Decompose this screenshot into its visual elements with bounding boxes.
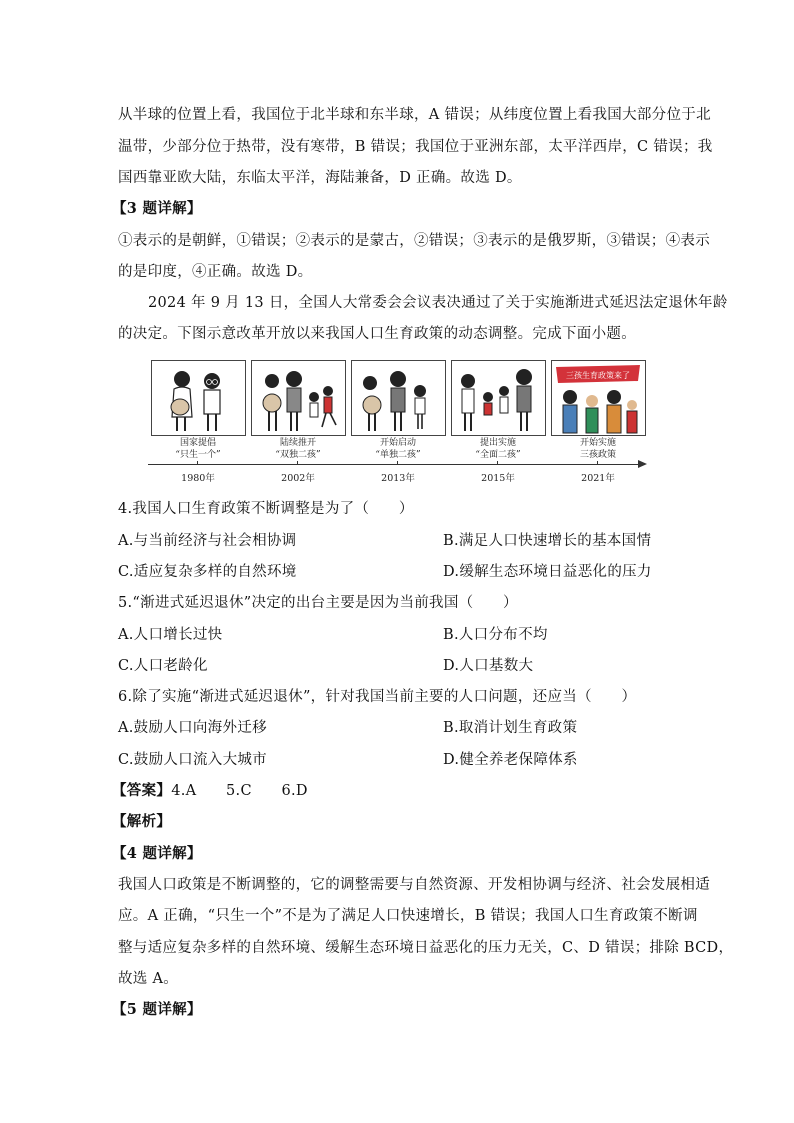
paragraph-line: 的是印度，④正确。故选 D。 bbox=[118, 264, 313, 280]
timeline-tick bbox=[297, 461, 298, 465]
illustration-panel-2021 bbox=[551, 360, 646, 436]
section-heading-q4: 【4 题详解】 bbox=[112, 845, 202, 862]
timeline-year: 1980年 bbox=[181, 473, 215, 484]
family-two-children-illustration bbox=[252, 361, 345, 435]
caption-line: 开始实施 bbox=[579, 438, 616, 448]
policy-timeline-figure bbox=[148, 360, 648, 486]
paragraph-line: 故选 A。 bbox=[118, 971, 179, 987]
timeline-caption bbox=[348, 437, 448, 461]
timeline-year: 2013年 bbox=[381, 473, 415, 484]
illustration-panel-1980 bbox=[151, 360, 246, 436]
caption-line: 三孩政策 bbox=[579, 450, 616, 460]
paragraph-line: 国西靠亚欧大陆，东临太平洋，海陆兼备，D 正确。故选 D。 bbox=[118, 170, 522, 186]
timeline-caption bbox=[248, 437, 348, 461]
answer-text: 4.A 5.C 6.D bbox=[171, 783, 308, 799]
question-5-option-a: A.人口增长过快 bbox=[118, 627, 223, 643]
intro-line: 2024 年 9 月 13 日，全国人大常委会会议表决通过了关于实施渐进式延迟法定退休年龄 bbox=[148, 295, 728, 311]
banner-text: 三孩生育政策来了 bbox=[566, 371, 630, 380]
paragraph-line: ①表示的是朝鲜，①错误；②表示的是蒙古，②错误；③表示的是俄罗斯，③错误；④表示 bbox=[118, 233, 710, 249]
timeline-tick bbox=[197, 461, 198, 465]
question-5-stem: 5.“渐进式延迟退休”决定的出台主要是因为当前我国（ ） bbox=[118, 595, 518, 611]
question-4-option-a: A.与当前经济与社会相协调 bbox=[118, 533, 297, 549]
paragraph-line: 温带，少部分位于热带，没有寒带，B 错误；我国位于亚洲东部，太平洋西岸，C 错误；我 bbox=[118, 139, 713, 155]
question-4-option-d: D.缓解生态环境日益恶化的压力 bbox=[443, 564, 652, 580]
analysis-heading: 【解析】 bbox=[112, 813, 172, 830]
timeline-arrowhead bbox=[638, 460, 647, 468]
family-single-second-child-illustration bbox=[352, 361, 445, 435]
paragraph-line: 从半球的位置上看，我国位于北半球和东半球，A 错误；从纬度位置上看我国大部分位于北 bbox=[118, 107, 711, 123]
question-4-option-c: C.适应复杂多样的自然环境 bbox=[118, 564, 297, 580]
timeline-tick bbox=[597, 461, 598, 465]
question-5-option-b: B.人口分布不均 bbox=[443, 627, 548, 643]
caption-line: “全面二孩” bbox=[475, 450, 521, 460]
answer-label: 【答案】 bbox=[112, 782, 172, 799]
question-6-option-b: B.取消计划生育政策 bbox=[443, 720, 578, 736]
illustration-panel-2013 bbox=[351, 360, 446, 436]
illustration-panel-2015 bbox=[451, 360, 546, 436]
timeline-year: 2015年 bbox=[481, 473, 515, 484]
timeline-caption bbox=[548, 437, 648, 461]
family-one-child-illustration bbox=[152, 361, 245, 435]
question-6-stem: 6.除了实施“渐进式延迟退休”，针对我国当前主要的人口问题，还应当（ ） bbox=[118, 689, 637, 705]
answer-line bbox=[112, 779, 308, 800]
caption-line: 开始启动 bbox=[379, 438, 416, 448]
section-heading-q3: 【3 题详解】 bbox=[112, 200, 202, 217]
family-full-second-child-illustration bbox=[452, 361, 545, 435]
timeline-caption bbox=[448, 437, 548, 461]
caption-line: “只生一个” bbox=[175, 450, 221, 460]
paragraph-line: 应。A 正确，“只生一个”不是为了满足人口快速增长，B 错误；我国人口生育政策不断调 bbox=[118, 908, 698, 924]
timeline-tick bbox=[497, 461, 498, 465]
illustration-panel-2002 bbox=[251, 360, 346, 436]
timeline-caption bbox=[148, 437, 248, 461]
caption-line: 国家提倡 bbox=[179, 438, 216, 448]
intro-line: 的决定。下图示意改革开放以来我国人口生育政策的动态调整。完成下面小题。 bbox=[118, 326, 636, 342]
question-4-stem: 4.我国人口生育政策不断调整是为了（ ） bbox=[118, 501, 414, 517]
timeline-tick bbox=[397, 461, 398, 465]
question-4-option-b: B.满足人口快速增长的基本国情 bbox=[443, 533, 652, 549]
caption-line: 陆续推开 bbox=[279, 438, 316, 448]
question-6-option-a: A.鼓励人口向海外迁移 bbox=[118, 720, 267, 736]
paragraph-line: 我国人口政策是不断调整的，它的调整需要与自然资源、开发相协调与经济、社会发展相适 bbox=[118, 877, 710, 893]
timeline-year: 2021年 bbox=[581, 473, 615, 484]
caption-line: 提出实施 bbox=[479, 438, 516, 448]
question-5-option-c: C.人口老龄化 bbox=[118, 658, 208, 674]
timeline-year: 2002年 bbox=[281, 473, 315, 484]
caption-line: “单独二孩” bbox=[375, 450, 421, 460]
paragraph-line: 整与适应复杂多样的自然环境、缓解生态环境日益恶化的压力无关，C、D 错误；排除 BCD， bbox=[118, 940, 734, 956]
timeline-axis bbox=[148, 464, 640, 465]
question-5-option-d: D.人口基数大 bbox=[443, 658, 534, 674]
three-child-policy-banner-illustration bbox=[552, 361, 645, 435]
question-6-option-c: C.鼓励人口流入大城市 bbox=[118, 752, 267, 768]
section-heading-q5: 【5 题详解】 bbox=[112, 1001, 202, 1018]
question-6-option-d: D.健全养老保障体系 bbox=[443, 752, 578, 768]
caption-line: “双独二孩” bbox=[275, 450, 321, 460]
